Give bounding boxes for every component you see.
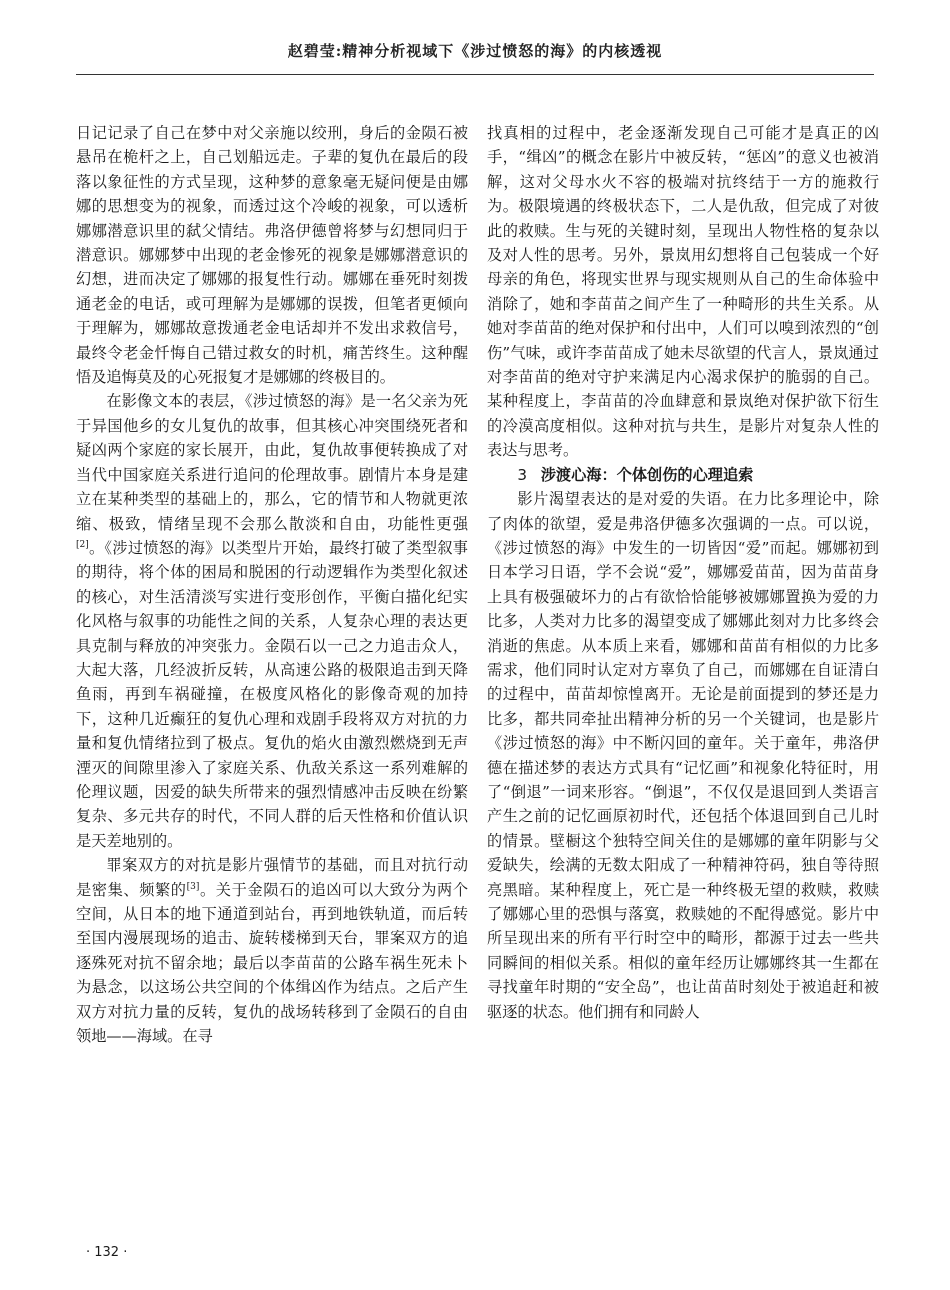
- citation-marker: [3]: [186, 881, 200, 892]
- section-number: 3: [517, 465, 528, 484]
- paragraph: [76, 853, 468, 1048]
- paragraph: 影片渴望表达的是对爱的失语。在力比多理论中，除了肉体的欲望，爱是弗洛伊德多次强调的一点。可以说，《涉过愤怒的海》中发生的一切皆因“爱”而起。娜娜初到日本学习日语，学不会说“爱”，娜娜爱苗苗，因为苗苗身上具有极强破坏力的占有欲恰恰能够被娜娜置换为爱的力比多，人类对力比多的渴望变成了娜娜此刻对力比多终会消逝的焦虑。从本质上来看，娜娜和苗苗有相似的力比多需求，他们同时认定对方辜负了自己，而娜娜在自证清白的过程中，苗苗却惊惶离开。无论是前面提到的梦还是力比多，都共同牵扯出精神分析的另一个关键词，也是影片《涉过愤怒的海》中不断闪回的童年。关于童年，弗洛伊德在描述梦的表达方式具有“记忆画”和视象化特征时，用了“倒退”一词来形容。“倒退”，不仅仅是退回到人类语言产生之前的记忆画原初时代，还包括个体退回到自己儿时的情景。壁橱这个独特空间关住的是娜娜的童年阴影与父爱缺失，绘满的无数太阳成了一种精神符码，独自等待照亮黑暗。某种程度上，死亡是一种终极无望的救赎，救赎了娜娜心里的恐惧与落寞，救赎她的不配得感觉。影片中所呈现出来的所有平行时空中的畸形，都源于过去一些共同瞬间的相似关系。相似的童年经历让娜娜终其一生都在寻找童年时期的“安全岛”，也让苗苗时刻处于被追赶和被驱逐的状态。他们拥有和同龄人: [487, 490, 879, 1021]
- page-number: · 132 ·: [86, 1245, 128, 1260]
- paragraph-text: 。《涉过愤怒的海》以类型片开始，最终打破了类型叙事的期待，将个体的困局和脱困的行动逻辑作为类型化叙述的核心，对生活清淡写实进行变形创作，平衡白描化纪实化风格与叙事的功能性之间的关系，人复杂心理的表达更具克制与释放的冲突张力。金陨石以一己之力追击众人，大起大落，几经波折反转，从高速公路的极限追击到天降鱼雨，再到车祸碰撞，在极度风格化的影像奇观的加持下，这种几近癫狂的复仇心理和戏剧手段将双方对抗的力量和复仇情绪拉到了极点。复仇的焰火由激烈燃烧到无声湮灭的间隙里渗入了家庭关系、仇敌关系这一系列难解的伦理议题，因爱的缺失所带来的强烈情感冲击反映在纷繁复杂、多元共存的时代，不同人群的后天性格和价值认识是天差地别的。: [76, 538, 468, 850]
- paragraph-text: 。关于金陨石的追凶可以大致分为两个空间，从日本的地下通道到站台，再到地铁轨道，而后转至国内漫展现场的追击、旋转楼梯到天台，罪案双方的追逐殊死对抗不留余地；最后以李苗苗的公路车祸生死未卜为悬念，以这场公共空间的个体缉凶作为结点。之后产生双方对抗力量的反转，复仇的战场转移到了金陨石的自由领地——海域。在寻: [76, 880, 469, 1046]
- section-heading: [487, 463, 879, 487]
- paragraph-continued: 找真相的过程中，老金逐渐发现自己可能才是真正的凶手，“缉凶”的概念在影片中被反转，“惩凶”的意义也被消解，这对父母水火不容的极端对抗终结于一方的施救行为。极限境遇的终极状态下，二人是仇敌，但完成了对彼此的救赎。生与死的关键时刻，呈现出人物性格的复杂以及对人性的思考。另外，景岚用幻想将自己包装成一个好母亲的角色，将现实世界与现实规则从自己的生命体验中消除了，她和李苗苗之间产生了一种畸形的共生关系。从她对李苗苗的绝对保护和付出中，人们可以嗅到浓烈的“创伤”气味，或许李苗苗成了她未尽欲望的代言人，景岚通过对李苗苗的绝对守护来满足内心渴求保护的脆弱的自己。某种程度上，李苗苗的冷血肆意和景岚绝对保护欲下衍生的冷漠高度相似。这种对抗与共生，是影片对复杂人性的表达与思考。: [487, 124, 879, 460]
- paragraph: [76, 389, 468, 853]
- paragraph-continued: 日记记录了自己在梦中对父亲施以绞刑，身后的金陨石被悬吊在桅杆之上，自己划船远走。子辈的复仇在最后的段落以象征性的方式呈现，这种梦的意象毫无疑问便是由娜娜的思想变为的视象，而透过这个冷峻的视象，可以透析娜娜潜意识里的弑父情结。弗洛伊德曾将梦与幻想同归于潜意识。娜娜梦中出现的老金惨死的视象是娜娜潜意识的幻想，进而决定了娜娜的报复性行动。娜娜在垂死时刻拨通老金的电话，或可理解为是娜娜的误拨，但笔者更倾向于理解为，娜娜故意拨通老金电话却并不发出求救信号，最终令老金忏悔自己错过救女的时机，痛苦终生。这种醒悟及追悔莫及的心死报复才是娜娜的终极目的。: [76, 124, 468, 387]
- paragraph-text: 在影像文本的表层，《涉过愤怒的海》是一名父亲为死于异国他乡的女儿复仇的故事，但其核心冲突围绕死者和疑凶两个家庭的家长展开，由此，复仇故事便转换成了对当代中国家庭关系进行追问的伦理故事。剧情片本身是建立在某种类型的基础上的，那么，它的情节和人物就更浓缩、极致，情绪呈现不会那么散淡和自由，功能性更强: [76, 392, 468, 533]
- running-header: 赵碧莹:精神分析视域下《涉过愤怒的海》的内核透视: [287, 42, 663, 60]
- header-divider: [76, 74, 874, 75]
- section-title: 涉渡心海：个体创伤的心理追索: [540, 465, 754, 484]
- paragraph-text: 罪案双方的对抗是影片强情节的基础，而且对抗行动是密集、频繁的: [76, 856, 468, 899]
- citation-marker: [2]: [76, 539, 89, 550]
- right-column: [487, 121, 879, 1024]
- left-column: [76, 121, 468, 1048]
